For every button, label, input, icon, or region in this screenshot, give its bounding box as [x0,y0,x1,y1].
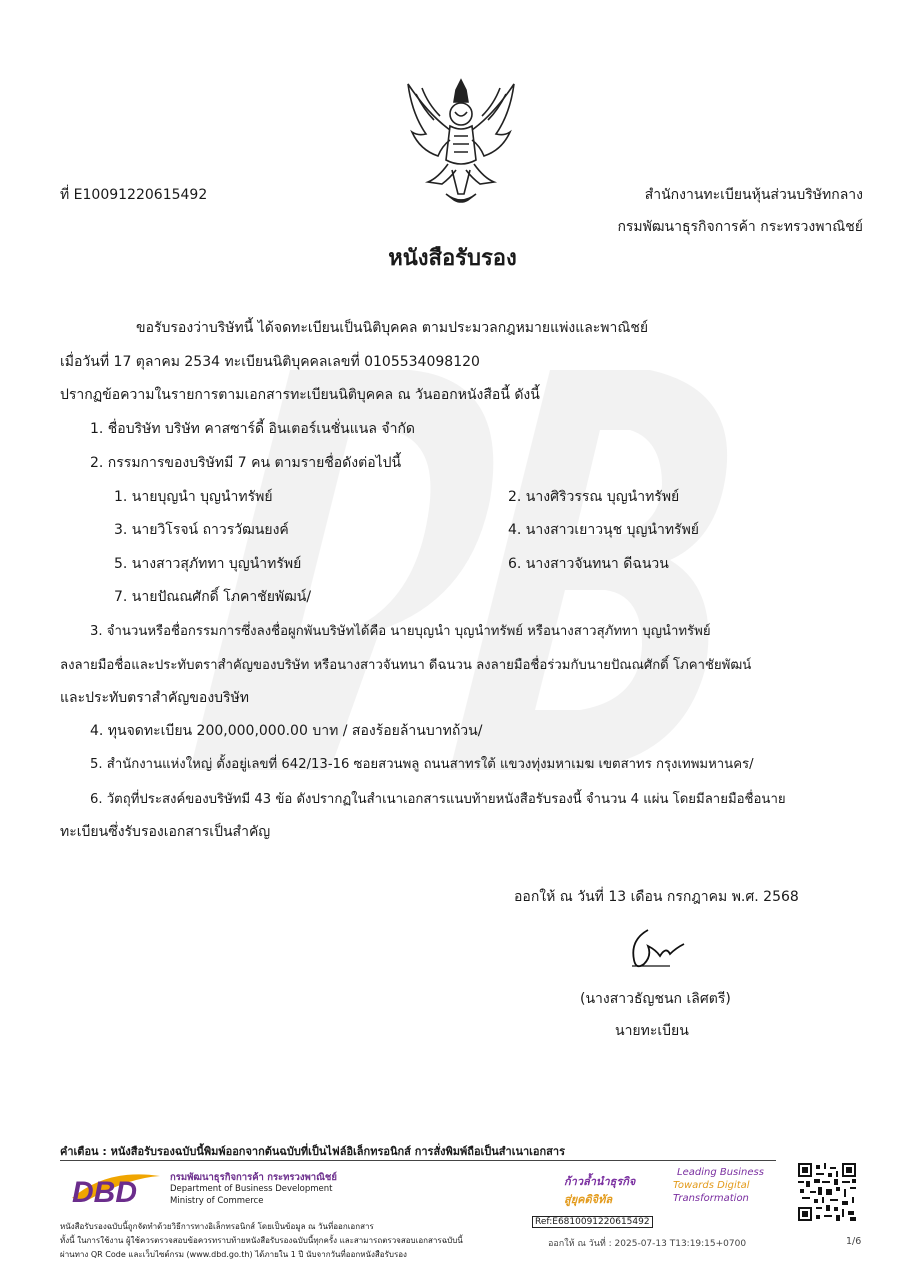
slogan-en-3: Transformation [673,1193,749,1204]
issued-timestamp: ออกให้ ณ วันที่ : 2025-07-13 T13:19:15+0700 [548,1239,747,1249]
slogan-thai-1: ก้าวล้ำนำธุรกิจ [564,1175,636,1188]
item-registered-capital: 4. ทุนจดทะเบียน 200,000,000.00 บาท / สองร้อยล้านบาทถ้วน/ [90,723,483,739]
director-1: 1. นายบุญนำ บุญนำทรัพย์ [114,489,273,505]
intro-line-2: เมื่อวันที่ 17 ตุลาคม 2534 ทะเบียนนิติบุคคลเลขที่ 0105534098120 [60,354,480,370]
intro-line-1: ขอรับรองว่าบริษัทนี้ ได้จดทะเบียนเป็นนิติบุคคล ตามประมวลกฎหมายแพ่งและพาณิชย์ [136,320,649,336]
item-signatories-line-3: และประทับตราสำคัญของบริษัท [60,690,250,706]
slogan-en-1: Leading Business [677,1167,764,1178]
director-2: 2. นางศิริวรรณ บุญนำทรัพย์ [508,489,680,505]
garuda-emblem-icon [398,74,524,210]
issued-date: ออกให้ ณ วันที่ 13 เดือน กรกฎาคม พ.ศ. 2568 [514,889,799,905]
intro-line-3: ปรากฏข้อความในรายการตามเอกสารทะเบียนนิติบุคคล ณ วันออกหนังสือนี้ ดังนี้ [60,387,540,403]
dbd-logo-text: DBD [72,1176,137,1208]
item-objectives-line-2: ทะเบียนซึ่งรับรองเอกสารเป็นสำคัญ [60,824,271,840]
department-name: กรมพัฒนาธุรกิจการค้า กระทรวงพาณิชย์ [617,219,863,235]
page-title: หนังสือรับรอง [388,246,517,271]
director-7: 7. นายปัณณศักดิ์ โภคาชัยพัฒน์/ [114,589,312,605]
director-3: 3. นายวิโรจน์ ถาวรวัฒนยงค์ [114,522,289,538]
slogan-en-2: Towards Digital [673,1180,750,1191]
director-4: 4. นางสาวเยาวนุช บุญนำทรัพย์ [508,522,700,538]
page-number: 1/6 [846,1236,862,1247]
director-6: 6. นางสาวจันทนา ดีฉนวน [508,556,669,572]
dbd-logo [68,1168,164,1208]
slogan-thai-2: สู่ยุคดิจิทัล [564,1193,613,1206]
item-objectives-line-1: 6. วัตถุที่ประสงค์ของบริษัทมี 43 ข้อ ดังปรากฏในสำเนาเอกสารแนบท้ายหนังสือรับรองนี้ จำนวน 4 แผ่น โดยมีลายมือชื่อนาย [90,792,786,807]
footer-note-3: ผ่านทาง QR Code และเว็บไซต์กรม (www.dbd.go.th) ได้ภายใน 1 ปี นับจากวันที่ออกหนังสือรับรอง [60,1250,407,1259]
item-signatories-line-1: 3. จำนวนหรือชื่อกรรมการซึ่งลงชื่อผูกพันบริษัทได้คือ นายบุญนำ บุญนำทรัพย์ หรือนางสาวสุภัททา บุญนำทรัพย์ [90,624,711,639]
office-name: สำนักงานทะเบียนหุ้นส่วนบริษัทกลาง [644,187,863,203]
qr-code[interactable] [798,1163,856,1221]
footer-dept-thai: กรมพัฒนาธุรกิจการค้า กระทรวงพาณิชย์ [170,1172,337,1183]
item-head-office: 5. สำนักงานแห่งใหญ่ ตั้งอยู่เลขที่ 642/13-16 ซอยสวนพลู ถนนสาทรใต้ แขวงทุ่งมหาเมฆ เขตสาทร กรุงเทพมหานคร/ [90,757,754,772]
document-number: ที่ E10091220615492 [60,187,208,203]
registrar-position: นายทะเบียน [615,1023,689,1039]
footer-note-1: หนังสือรับรองฉบับนี้ถูกจัดทำด้วยวิธีการทางอิเล็กทรอนิกส์ โดยเป็นข้อมูล ณ วันที่ออกเอกสาร [60,1222,374,1231]
item-company-name: 1. ชื่อบริษัท บริษัท คาสซาร์ดี้ อินเตอร์เนชั่นแนล จำกัด [90,421,416,437]
item-directors-count: 2. กรรมการของบริษัทมี 7 คน ตามรายชื่อดังต่อไปนี้ [90,455,402,471]
footer-dept-en-1: Department of Business Development [170,1184,333,1194]
item-signatories-line-2: ลงลายมือชื่อและประทับตราสำคัญของบริษัท หรือนางสาวจันทนา ดีฉนวน ลงลายมือชื่อร่วมกับนายปัณณศักดิ์ โภคาชัยพัฒน์ [60,658,752,673]
signature-image [626,926,688,972]
footer-warning: คำเตือน : หนังสือรับรองฉบับนี้พิมพ์ออกจากต้นฉบับที่เป็นไฟล์อิเล็กทรอนิกส์ การสั่งพิมพ์ถือเป็นสำเนาเอกสาร [60,1145,565,1158]
footer-note-2: ทั้งนี้ ในการใช้งาน ผู้ใช้ควรตรวจสอบข้อควรทราบท้ายหนังสือรับรองฉบับนี้ทุกครั้ง และสามารถตรวจสอบเอกสารฉบับนี้ [60,1236,463,1245]
footer-dept-en-2: Ministry of Commerce [170,1196,264,1206]
reference-number: Ref:E6810091220615492 [532,1216,653,1228]
registrar-name: (นางสาวธัญชนก เลิศตรี) [580,991,731,1007]
footer-divider [60,1160,776,1161]
director-5: 5. นางสาวสุภัททา บุญนำทรัพย์ [114,556,302,572]
